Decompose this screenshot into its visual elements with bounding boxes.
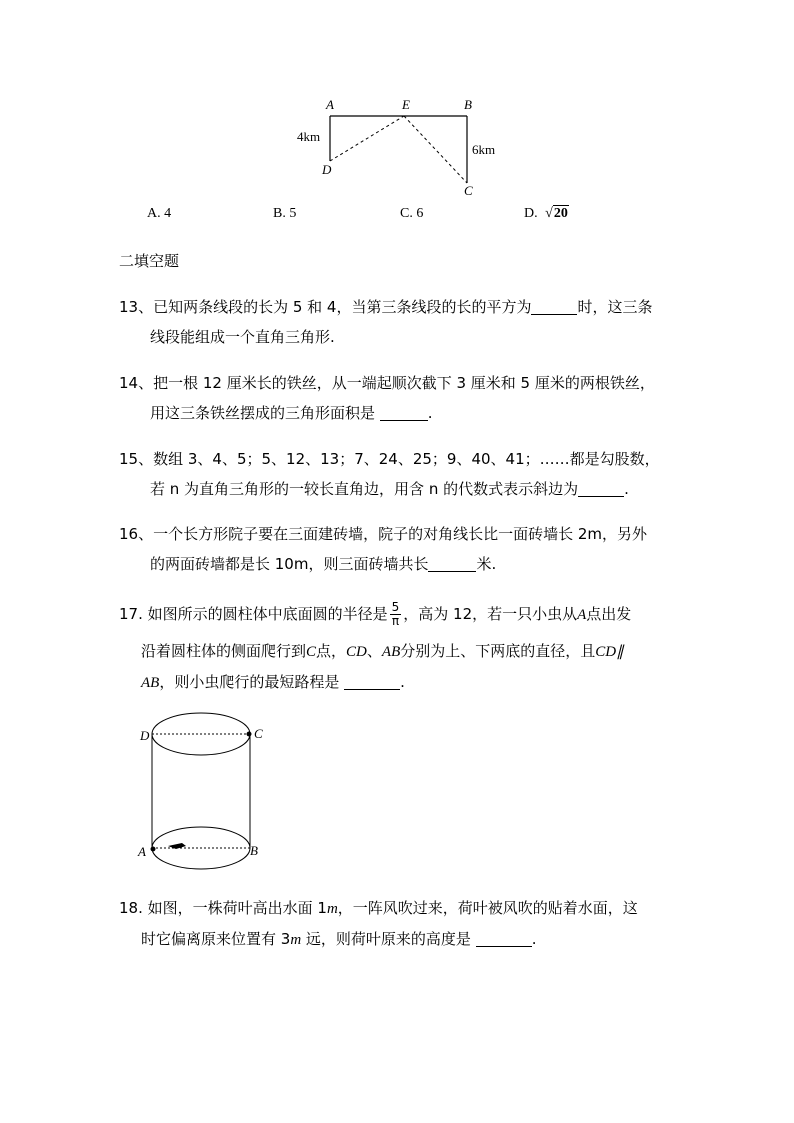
option-d-prefix: D. bbox=[524, 206, 538, 221]
bug-icon bbox=[168, 843, 186, 849]
label-C: C bbox=[464, 183, 473, 198]
q13-line2: 线段能组成一个直角三角形. bbox=[150, 328, 335, 346]
q18-blank[interactable] bbox=[476, 930, 532, 947]
label-C: C bbox=[254, 726, 263, 741]
option-c: C. 6 bbox=[400, 206, 424, 221]
point-A bbox=[151, 847, 156, 852]
label-6km: 6km bbox=[472, 142, 496, 157]
q18-line2: 时它偏离原来位置有 3m 远，则荷叶原来的高度是 . bbox=[141, 930, 537, 948]
option-a: A. 4 bbox=[147, 206, 172, 221]
label-D: D bbox=[322, 162, 332, 177]
q13-line1: 13、已知两条线段的长为 5 和 4，当第三条线段的长的平方为 时，这三条 bbox=[119, 298, 653, 316]
label-4km: 4km bbox=[297, 129, 321, 144]
q16-line2: 的两面砖墙都是长 10m，则三面砖墙共长 米. bbox=[150, 555, 497, 573]
question-18 bbox=[119, 893, 689, 955]
label-A: A bbox=[326, 97, 334, 112]
option-b: B. 5 bbox=[273, 206, 297, 221]
q17-line3: AB，则小虫爬行的最短路程是 . bbox=[141, 673, 405, 691]
label-B: B bbox=[250, 843, 258, 858]
q16-line1: 16、一个长方形院子要在三面建砖墙，院子的对角线长比一面砖墙长 2m，另外 bbox=[119, 525, 648, 543]
q14-line2: 用这三条铁丝摆成的三角形面积是 . bbox=[150, 404, 433, 422]
q15-line1: 15、数组 3、4、5；5、12、13；7、24、25；9、40、41；……都是勾股数， bbox=[119, 450, 660, 468]
q17-line2: 沿着圆柱体的侧面爬行到C点，CD、AB分别为上、下两底的直径，且CD∥ bbox=[141, 642, 624, 660]
label-D: D bbox=[140, 728, 150, 743]
q15-line2: 若 n 为直角三角形的一较长直角边，用含 n 的代数式表示斜边为 . bbox=[150, 480, 629, 498]
label-E: E bbox=[402, 97, 410, 112]
label-A: A bbox=[138, 844, 146, 859]
q14-line1: 14、把一根 12 厘米长的铁丝，从一端起顺次截下 3 厘米和 5 厘米的两根铁丝， bbox=[119, 374, 655, 392]
section-title: 二填空题 bbox=[119, 252, 180, 270]
point-C bbox=[247, 732, 252, 737]
label-B: B bbox=[464, 97, 472, 112]
sqrt-radicand: 20 bbox=[553, 206, 568, 221]
fraction-5-over-pi: $\frac{5}{\pi}$ bbox=[391, 600, 400, 628]
sqrt-symbol: √ bbox=[545, 206, 553, 221]
q18-line1: 18. 如图，一株荷叶高出水面 1m，一阵风吹过来，荷叶被风吹的贴着水面，这 bbox=[119, 899, 638, 917]
q17-line1: 17. 如图所示的圆柱体中底面圆的半径是 $\frac{5}{\pi}$ ，高为 12，若一只小虫从A点出发 bbox=[119, 600, 632, 628]
